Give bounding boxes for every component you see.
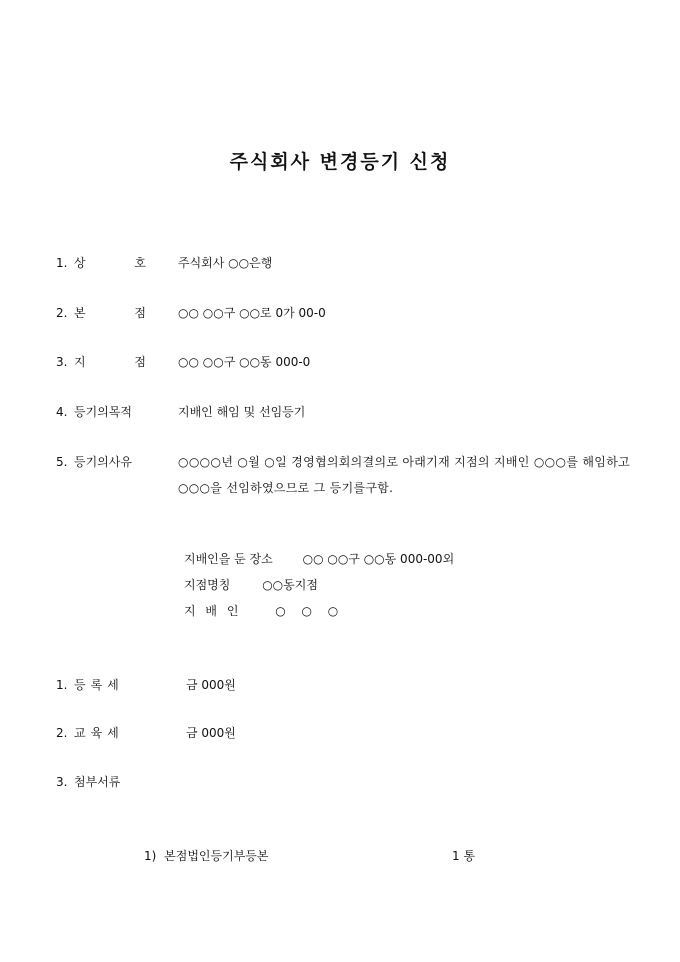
fee-number: 2. [56, 726, 68, 740]
detail-value: ○○ ○○구 ○○동 000-00외 [302, 552, 455, 566]
detail-value: ○○동지점 [262, 578, 318, 592]
label-char: 본 [74, 306, 86, 320]
fee-number: 1. [56, 678, 68, 692]
detail-label: 지배인을 둔 장소 [184, 552, 273, 566]
attachment-row [144, 848, 269, 864]
fee-value-registration-tax: 금 000원 [186, 678, 236, 692]
detail-row-manager [184, 603, 344, 619]
item-label-branch [74, 354, 146, 370]
detail-label: 지점명칭 [184, 578, 231, 592]
item-number: 2. [56, 306, 68, 320]
detail-row-location [184, 551, 454, 567]
fee-number: 3. [56, 775, 68, 789]
fee-value-education-tax: 금 000원 [186, 726, 236, 740]
attachment-count: 1 통 [452, 849, 476, 863]
label-char: 점 [134, 306, 146, 320]
item-value-reason: ○○○○년 ○월 ○일 경영협의회의결의로 아래기재 지점의 지배인 ○○○를 해임하고 ○○○을 선임하였으므로 그 등기를구함. [178, 455, 630, 495]
label-char: 지 [74, 355, 86, 369]
item-label-head-office [74, 305, 146, 321]
item-number: 5. [56, 455, 68, 469]
label-char: 점 [134, 355, 146, 369]
item-label-purpose: 등기의목적 [74, 405, 132, 419]
label-char: 호 [134, 256, 146, 270]
item-value-trade-name: 주식회사 ○○은행 [178, 256, 273, 270]
attachment-index: 1) [144, 849, 157, 863]
detail-label: 지 배 인 [184, 604, 242, 618]
attachment-name: 본점법인등기부등본 [164, 849, 269, 863]
item-value-branch: ○○ ○○구 ○○동 000-0 [178, 355, 311, 369]
label-char: 상 [74, 256, 86, 270]
item-number: 1. [56, 256, 68, 270]
fee-label-registration-tax: 등록세 [74, 678, 124, 692]
item-label-reason: 등기의사유 [74, 455, 132, 469]
item-number: 4. [56, 405, 68, 419]
item-number: 3. [56, 355, 68, 369]
item-value-head-office: ○○ ○○구 ○○로 0가 00-0 [178, 306, 326, 320]
detail-row-branch-name [184, 577, 318, 593]
fee-label-education-tax: 교육세 [74, 726, 124, 740]
detail-value: ○ ○ ○ [275, 604, 345, 618]
item-label-trade-name [74, 255, 146, 271]
item-value-purpose: 지배인 해임 및 선임등기 [178, 405, 306, 419]
fee-label-attachments: 첨부서류 [74, 775, 121, 789]
document-title: 주식회사 변경등기 신청 [229, 151, 451, 173]
